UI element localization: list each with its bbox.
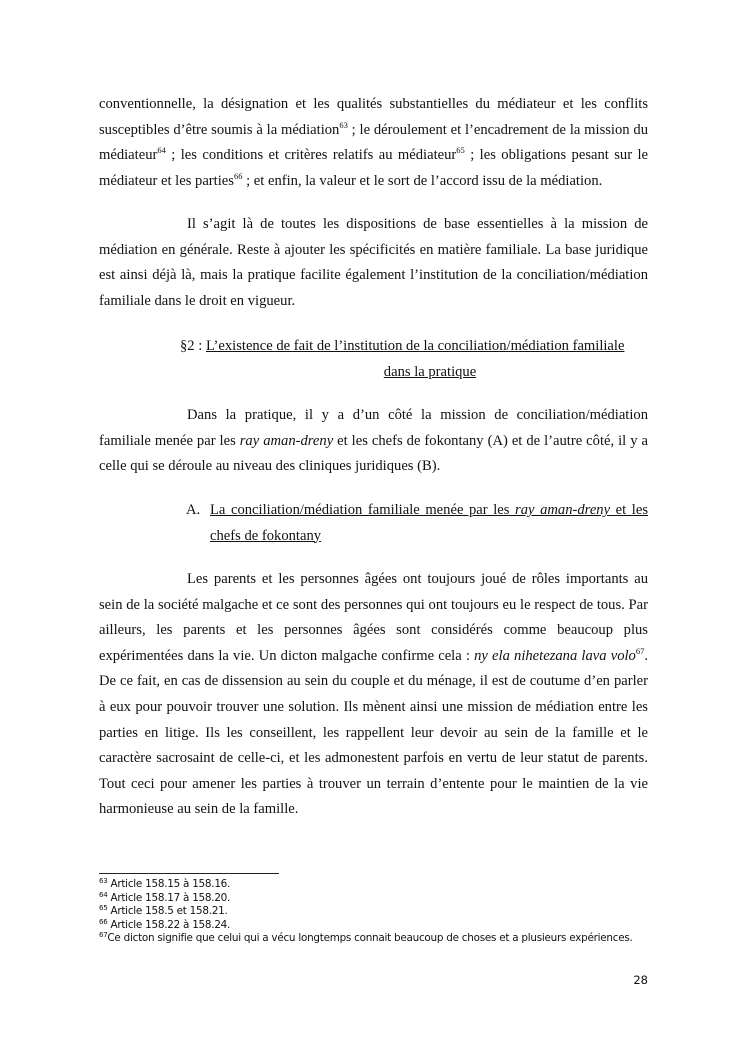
paragraph-3-term: ray aman-dreny <box>239 432 334 449</box>
footnote-number: 67 <box>99 931 108 940</box>
paragraph-3-text-b: et les chefs de fokontany (A) et de l’autre côté, il y a celle qui se déroule au niveau des cliniques juridiques (B). <box>99 432 648 475</box>
footnote-text: Article 158.22 à 158.24. <box>107 918 231 931</box>
page-number: 28 <box>633 973 648 987</box>
footnotes <box>99 878 659 946</box>
paragraph-1 <box>99 92 648 194</box>
footnote-63 <box>99 878 659 892</box>
footnote-separator <box>99 873 279 874</box>
footnote-66 <box>99 919 659 933</box>
paragraph-1-text-e: ; et enfin, la valeur et le sort de l’accord issu de la médiation. <box>242 172 603 189</box>
paragraph-3-text-a: Dans la pratique, il y a d’un côté la mission de conciliation/médiation familiale menée par les <box>99 407 648 449</box>
subsection-heading-a <box>186 498 648 549</box>
subsection-title <box>210 498 648 549</box>
footnote-text: Article 158.5 et 158.21. <box>107 905 228 918</box>
footnote-65 <box>99 905 659 919</box>
footnote-ref-63[interactable]: 63 <box>339 119 348 130</box>
footnote-number: 64 <box>99 890 108 899</box>
footnote-text: Article 158.15 à 158.16. <box>107 878 231 890</box>
footnote-64 <box>99 892 659 906</box>
footnote-text: Article 158.17 à 158.20. <box>107 891 231 904</box>
footnote-number: 66 <box>99 917 108 926</box>
paragraph-4-text-a: Les parents et les personnes âgées ont toujours joué de rôles importants au sein de la société malgache et ce sont des personnes qui ont toujours eu le respect de tous. Par ailleurs, les parents et les personnes âgées sont considérés comme beaucoup plus expérimentées dans la vie. Un dicton malgache confirme cela : <box>99 571 648 664</box>
footnote-ref-64[interactable]: 64 <box>157 145 166 156</box>
paragraph-3 <box>99 403 648 480</box>
subsection-title-a: La conciliation/médiation familiale menée par les <box>210 502 516 518</box>
subsection-title-b: et les chefs de fokontany <box>210 502 649 544</box>
footnote-ref-67[interactable]: 67 <box>635 645 645 656</box>
footnote-67 <box>99 932 659 946</box>
footnote-text: Ce dicton signifie que celui qui a vécu longtemps connait beaucoup de choses et a plusieurs expériences. <box>107 932 633 945</box>
paragraph-4-text-b: . De ce fait, en cas de dissension au sein du couple et du ménage, il est de coutume d’en parler à eux pour pouvoir trouver une solution. Ils mènent ainsi une mission de médiation entre les parties en litige. Ils les conseillent, les rappellent leur devoir au sein de la famille et le caractère sacrosaint de celle-ci, et les admonestent parfois en vertu de leur statut de parents. Tout ceci pour amener les parties à trouver un terrain d’entente pour le maintien de la vie harmonieuse au sein de la famille. <box>99 647 648 818</box>
paragraph-1-text-b: ; le déroulement et l’encadrement de la mission du médiateur <box>99 121 648 164</box>
section-heading-2 <box>180 334 640 385</box>
footnote-number: 63 <box>99 877 108 885</box>
paragraph-2: Il s’agit là de toutes les dispositions de base essentielles à la mission de médiation en générale. Reste à ajouter les spécificités en matière familiale. La base juridique est ainsi déjà là, mais la pratique facilite également l’institution de la conciliation/médiation familiale dans le droit en vigueur. <box>99 216 648 309</box>
section-heading-2-line2 <box>180 360 640 386</box>
paragraph-4 <box>99 567 648 823</box>
section-heading-2-line1 <box>180 334 640 360</box>
section-number: §2 : <box>180 338 206 354</box>
section-title-line1: L’existence de fait de l’institution de la conciliation/médiation familiale <box>205 338 625 354</box>
paragraph-1-text-a: conventionnelle, la désignation et les qualités substantielles du médiateur et les conflits susceptibles d’être soumis à la médiation <box>99 96 648 138</box>
section-title-line2: dans la pratique <box>383 363 477 380</box>
paragraph-1-text-c: ; les conditions et critères relatifs au médiateur <box>165 147 457 164</box>
subsection-letter: A. <box>186 502 201 518</box>
footnote-number: 65 <box>99 904 108 913</box>
footnote-ref-66[interactable]: 66 <box>233 170 243 181</box>
paragraph-1-text-d: ; les obligations pesant sur le médiateur et les parties <box>99 147 649 189</box>
footnote-ref-65[interactable]: 65 <box>456 145 465 156</box>
subsection-title-term: ray aman-dreny <box>515 502 611 518</box>
malagasy-proverb: ny ela nihetezana lava volo <box>474 647 636 664</box>
